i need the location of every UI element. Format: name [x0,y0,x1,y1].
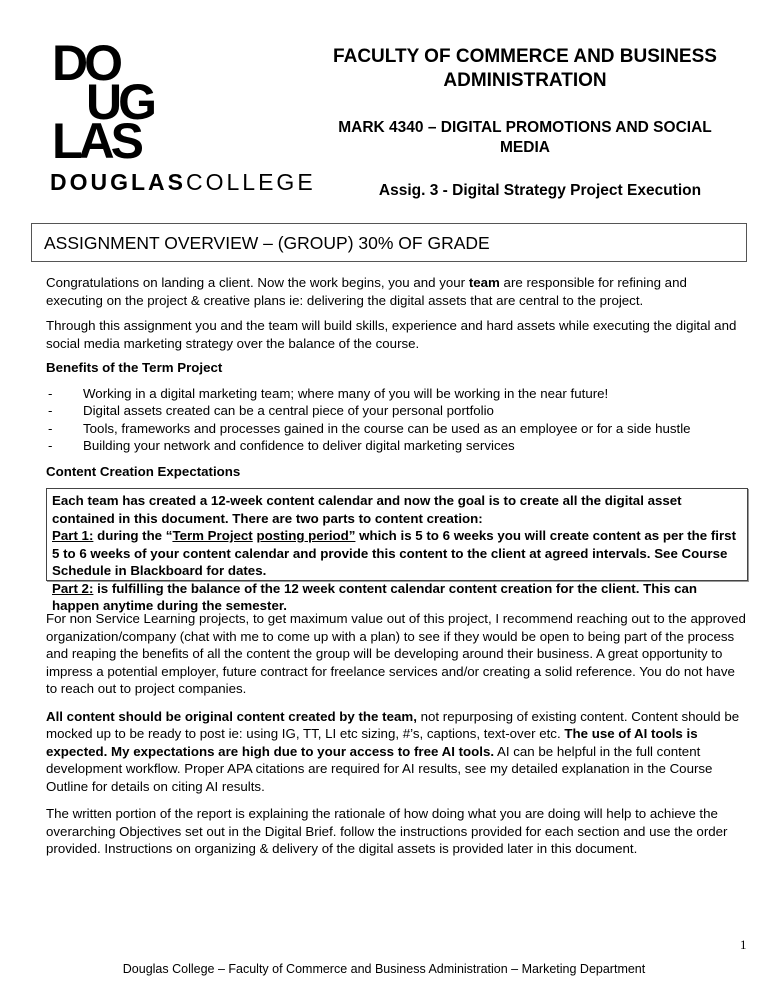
non-service-paragraph: For non Service Learning projects, to get maximum value out of this project, I recommend reaching out to the approved organization/company (chat with me to come up with a plan) to see if they would be open to being part of the process and reaping the benefits of all the content the group will be developing around their business. A great opportunity to impress a potential employer, future contract for freelance services and/or creating a solid reference. You do not have to reach out to project companies. [46,611,746,696]
course-title: MARK 4340 – DIGITAL PROMOTIONS AND SOCIAL MEDIA [338,119,712,156]
content-creation-heading: Content Creation Expectations [46,463,241,479]
content-creation-box [46,488,748,613]
content-intro: Each team has created a 12-week content calendar and now the goal is to create all the digital asset contained in this document. There are two parts to content creation: [52,493,682,526]
text-underline: posting period” [256,528,356,543]
faculty-title: FACULTY OF COMMERCE AND BUSINESS ADMINISTRATION [333,46,717,91]
list-item: - Working in a digital marketing team; where many of you will be working in the near future! [48,385,609,401]
main-paragraphs [46,610,746,858]
benefits-heading: Benefits of the Term Project [46,360,223,375]
logo-mark-line: DO [52,35,119,91]
douglas-college-logo [50,35,316,199]
text: during the “ [93,528,173,543]
list-item-text: Tools, frameworks and processes gained in the course can be used as an employee or for a side hustle [83,420,691,436]
text: not repurposing of existing content. Content should be mocked up to be ready to post ie: using IG, TT, LI etc sizing, #’s, captions, text-over etc. [46,708,740,741]
part-1 [52,527,742,580]
logo-mark-line: UG [86,74,153,130]
text: which is 5 to 6 weeks you will create content as per the first 5 to 6 weeks of your content calendar and provide this content to the client at agreed intervals. See Course Schedule in Blackboard for dates. [52,528,736,578]
logo-mark [52,35,153,169]
list-item-text: Digital assets created can be a central piece of your personal portfolio [83,403,494,418]
list-item: - Digital assets created can be a central piece of your personal portfolio [48,403,494,418]
text: AI can be helpful in the full content development workflow. Proper APA citations are required for AI results, see my detailed explanation in the Course Outline for details on citing AI results. [46,743,713,794]
list-item-text: Building your network and confidence to deliver digital marketing services [83,438,515,453]
logo-word-light: COLLEGE [186,169,316,195]
list-item-text: Working in a digital marketing team; where many of you will be working in the near future! [83,385,609,401]
logo-word-bold: DOUGLAS [50,169,186,195]
text-bold: The use of AI tools is expected. My expectations are high due to your access to free AI tools. [46,726,698,759]
intro-section [46,274,746,480]
benefits-list [46,385,746,455]
assignment-title: Assig. 3 - Digital Strategy Project Execution [378,182,702,199]
written-portion-paragraph: The written portion of the report is explaining the rationale of how doing what you are doing will help to achieve the overarching Objectives set out in the Digital Brief. follow the instructions provided for each section and use the order provided. Instructions on organizing & delivery of the digital assets is provided later in this document. [46,806,728,856]
logo-wordmark [50,169,316,196]
logo-mark-line: LAS [52,113,140,169]
page-footer: Douglas College – Faculty of Commerce and Business Administration – Marketing Department [122,962,646,976]
original-content-paragraph [46,708,746,796]
part-label: Part 2: [52,580,94,596]
text-bold: All content should be original content created by the team, [46,708,417,724]
intro-paragraph-2: Through this assignment you and the team will build skills, experience and hard assets while executing the digital and social media marketing strategy over the balance of the course. [46,318,737,351]
text-underline: Term Project [172,528,253,543]
text: are responsible for refining and executing on the project & creative plans ie: delivering the digital assets that are central to the project. [46,275,687,308]
list-item: - Building your network and confidence to deliver digital marketing services [48,438,515,453]
assignment-overview-heading: ASSIGNMENT OVERVIEW – (GROUP) 30% OF GRADE [31,223,747,262]
list-item: - Tools, frameworks and processes gained in the course can be used as an employee or for a side hustle [48,420,691,436]
intro-paragraph [46,274,746,309]
text: Congratulations on landing a client. Now the work begins, you and your [46,275,469,290]
page-number: 1 [740,937,747,952]
part-label: Part 1: [52,528,94,543]
text-bold: team [468,275,500,290]
text: is fulfilling the balance of the 12 week content calendar content creation for the client. This can happen anytime during the semester. [52,580,698,613]
